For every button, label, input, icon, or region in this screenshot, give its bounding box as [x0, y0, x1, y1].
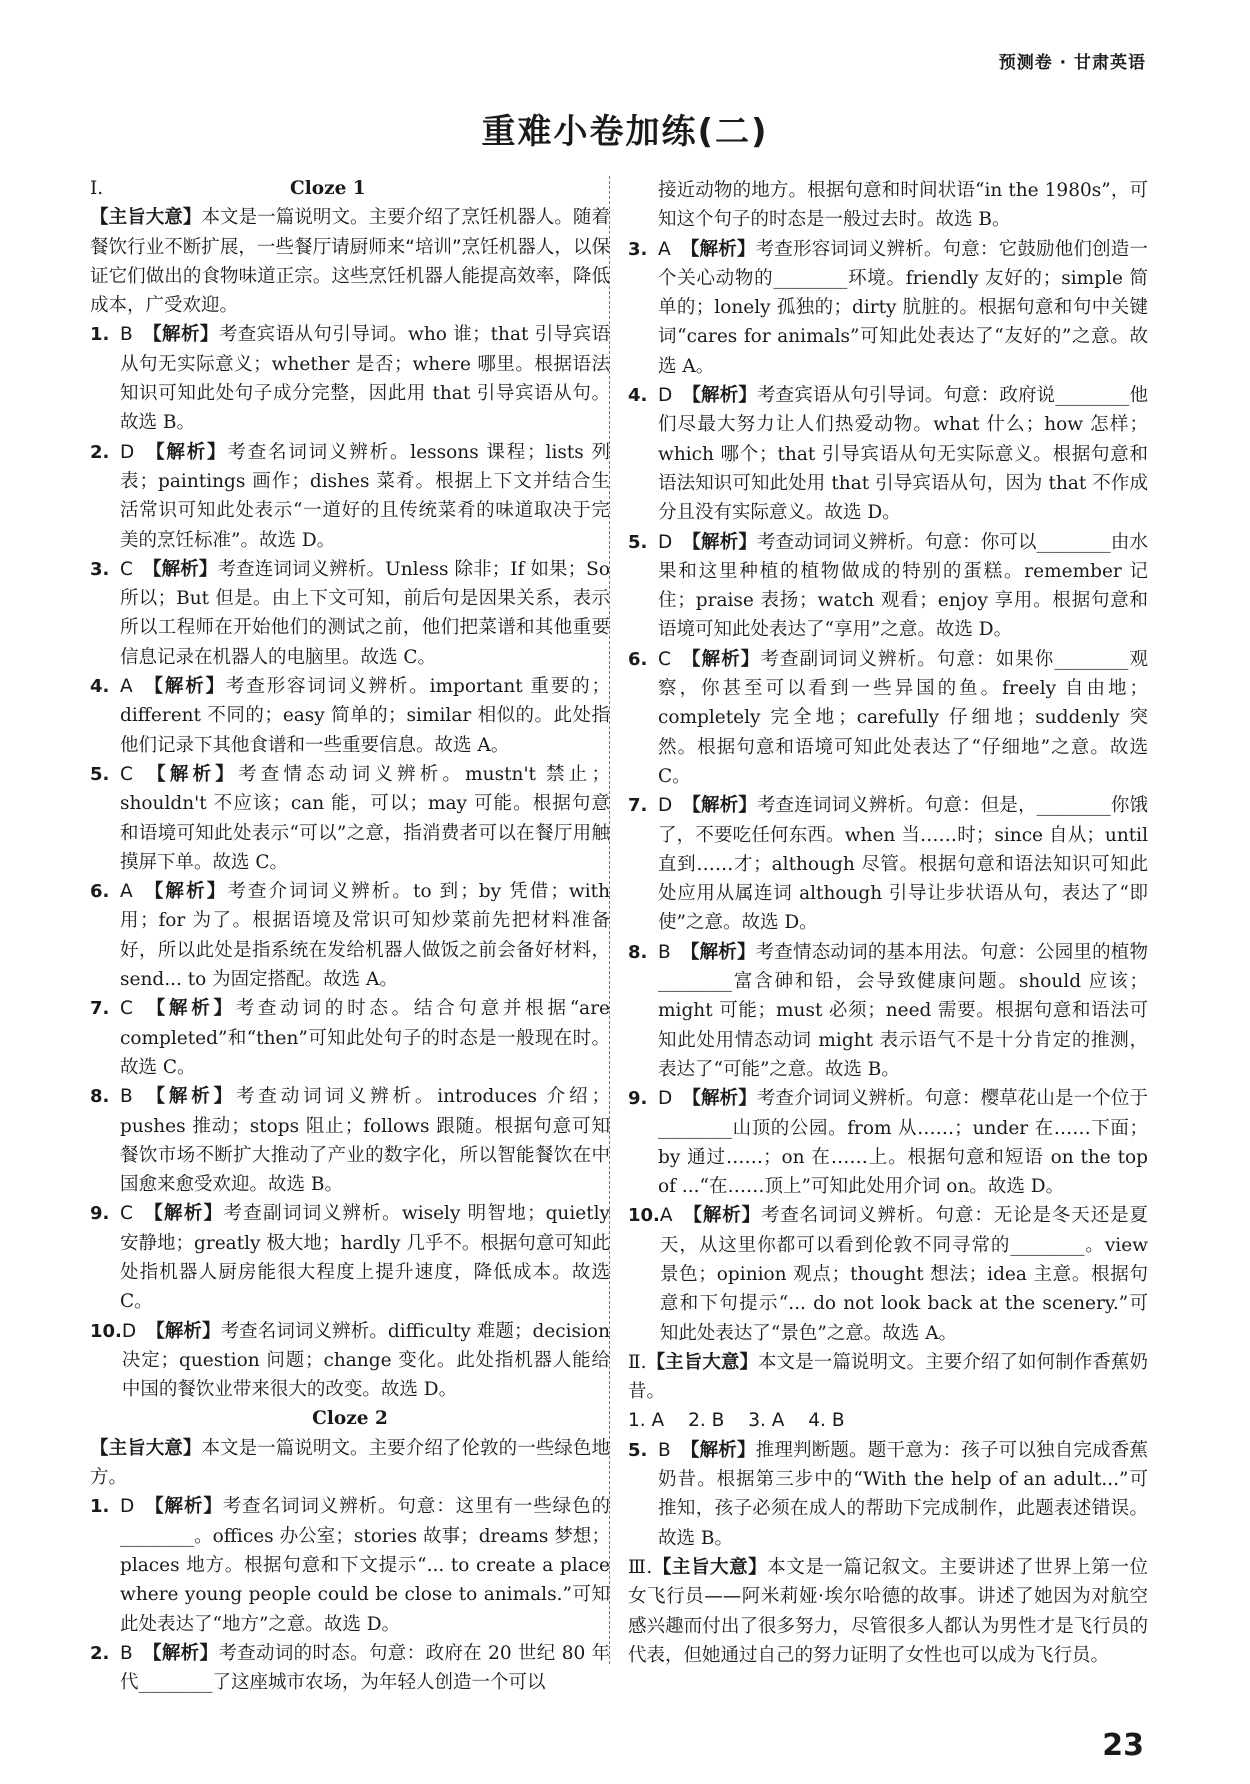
section-1-roman: Ⅰ.: [90, 178, 104, 199]
cloze-1-summary: [90, 203, 610, 320]
summary-tag: 【主旨大意】: [90, 1437, 202, 1459]
analysis-tag: 【解析】: [142, 763, 238, 785]
analysis-tag: 【解析】: [680, 238, 756, 260]
item-number: 8.: [90, 1086, 110, 1108]
item-explanation: 考查连词词义辨析。句意：但是，________你饿了，不要吃任何东西。when 当……时；since 自从；until 直到……才；although 尽管。根据句意和语法知识可知此处应用从属连词 although 引导让步状语从句，表达了“即使”之意。故选 D。: [658, 795, 1148, 934]
answer-item: [628, 1436, 1148, 1553]
answer: 3. A: [748, 1410, 785, 1432]
item-explanation: 考查宾语从句引导词。句意：政府说________他们尽最大努力让人们热爱动物。what 什么；how 怎样；which 哪个；that 引导宾语从句无实际意义。根据句意和语法知识可知此处用 that 引导宾语从句，因为 that 不作成分且没有实际意义。故选 D。: [658, 385, 1148, 524]
analysis-tag: 【解析】: [680, 1439, 756, 1461]
item-answer: D: [658, 795, 673, 817]
item-answer: A: [120, 881, 133, 903]
summary-tag: 【主旨大意】: [652, 1556, 768, 1578]
item-explanation: 考查动词词义辨析。introduces 介绍；pushes 推动；stops 阻止；follows 跟随。根据句意可知餐饮市场不断扩大推动了产业的数字化，所以智能餐饮在中国愈来愈受欢迎。故选 B。: [120, 1086, 610, 1196]
item-explanation: 考查形容词词义辨析。句意：它鼓励他们创造一个关心动物的________环境。friendly 友好的；simple 简单的；lonely 孤独的；dirty 肮脏的。根据句意和句中关键词“cares for animals”可知此处表达了“友好的”之意。故选 A。: [658, 238, 1148, 377]
answer: 4. B: [808, 1410, 845, 1432]
right-column: [628, 176, 1148, 1670]
page-number: 23: [1102, 1728, 1144, 1763]
answer-item: [90, 1317, 610, 1405]
item-answer: B: [658, 941, 671, 963]
item-answer: D: [658, 385, 673, 407]
analysis-tag: 【解析】: [142, 998, 236, 1020]
item-explanation: 考查介词词义辨析。句意：樱草花山是一个位于________山顶的公园。from 从……；under 在……下面；by 通过……；on 在……上。根据句意和短语 on the top of ...“在……顶上”可知此处用介词 on。故选 D。: [658, 1088, 1148, 1198]
item-explanation: 考查情态动词的基本用法。句意：公园里的植物________富含砷和铅，会导致健康问题。should 应该；might 可能；must 必须；need 需要。根据句意和语法可知此处用情态动词 might 表示语气不是十分肯定的推测，表达了“可能”之意。故选 B。: [658, 941, 1148, 1080]
answer: 1. A: [628, 1410, 665, 1432]
item-explanation: 考查动词的时态。结合句意并根据“are completed”和“then”可知此处句子的时态是一般现在时。故选 C。: [120, 998, 610, 1078]
item-number: 8.: [628, 941, 648, 963]
summary-tag: 【主旨大意】: [90, 207, 202, 229]
cloze-2-title: Cloze 2: [312, 1408, 388, 1430]
item-explanation: 考查名词词义辨析。difficulty 难题；decision 决定；question 问题；change 变化。此处指机器人能给中国的餐饮业带来很大的改变。故选 D。: [121, 1320, 610, 1401]
analysis-tag: 【解析】: [142, 881, 228, 903]
item-answer: B: [120, 1642, 133, 1664]
summary-text: 本文是一篇记叙文。主要讲述了世界上第一位女飞行员——阿米莉娅·埃尔哈德的故事。讲述了她因为对航空感兴趣而付出了很多努力，尽管很多人都认为男性才是飞行员的代表，但她通过自己的努力证明了女性也可以成为飞行员。: [628, 1556, 1148, 1666]
answer-item: [628, 528, 1148, 645]
item-number: 6.: [628, 648, 648, 670]
item-explanation: 考查副词词义辨析。句意：如果你________观察，你甚至可以看到一些异国的鱼。freely 自由地；completely 完全地；carefully 仔细地；suddenly 突然。根据句意和语境可知此处表达了“仔细地”之意。故选 C。: [658, 648, 1148, 787]
series-header: 预测卷 · 甘肃英语: [998, 53, 1146, 73]
analysis-tag: 【解析】: [142, 1203, 224, 1225]
analysis-tag: 【解析】: [680, 941, 756, 963]
item-number: 7.: [90, 998, 110, 1020]
item-number: 3.: [628, 238, 648, 260]
analysis-tag: 【解析】: [680, 648, 761, 670]
section-1-heading: [90, 174, 610, 203]
answer-item: [90, 672, 610, 760]
section-2-roman: Ⅱ.: [628, 1351, 647, 1373]
item-number: 5.: [628, 1439, 648, 1461]
item-explanation: 考查连词词义辨析。Unless 除非；If 如果；So 所以；But 但是。由上下文可知，前后句是因果关系，表示所以工程师在开始他们的测试之前，他们把菜谱和其他重要信息记录在机器人的电脑里。故选 C。: [120, 558, 610, 668]
item-explanation: 考查情态动词义辨析。mustn't 禁止；shouldn't 不应该；can 能，可以；may 可能。根据句意和语境可知此处表示“可以”之意，指消费者可以在餐厅用触摸屏下单。故选 C。: [120, 763, 610, 873]
item-explanation: 推理判断题。题干意为：孩子可以独自完成香蕉奶昔。根据第三步中的“With the help of an adult...”可推知，孩子必须在成人的帮助下完成制作，此题表述错误。故选 B。: [658, 1439, 1148, 1549]
item-explanation: 考查名词词义辨析。句意：这里有一些绿色的________。offices 办公室；stories 故事；dreams 梦想；places 地方。根据句意和下文提示“... to create a place where young people could be close to animals.”可知此处表达了“地方”之意。故选 D。: [120, 1496, 610, 1635]
item-number: 7.: [628, 795, 648, 817]
section-3-roman: Ⅲ.: [628, 1556, 653, 1578]
item-number: 1.: [90, 1496, 110, 1518]
summary-tag: 【主旨大意】: [646, 1351, 759, 1373]
answer-item: [90, 555, 610, 672]
item-explanation: 考查副词词义辨析。wisely 明智地；quietly 安静地；greatly 极大地；hardly 几乎不。根据句意可知此处指机器人厨房能很大程度上提升速度，降低成本。故选 C。: [120, 1203, 610, 1313]
item-answer: A: [659, 1205, 673, 1227]
analysis-tag: 【解析】: [142, 1642, 219, 1664]
answer: 2. B: [688, 1410, 725, 1432]
section-3-summary: [628, 1553, 1148, 1670]
column-divider: [609, 176, 610, 1664]
item-explanation: 考查动词的时态。句意：政府在 20 世纪 80 年代________了这座城市农场，为年轻人创造一个可以: [120, 1642, 610, 1694]
item-number: 4.: [90, 676, 110, 698]
analysis-tag: 【解析】: [144, 1496, 223, 1518]
answer-item: [90, 1492, 610, 1638]
item-answer: C: [120, 998, 133, 1020]
answer-item: [90, 877, 610, 994]
item-answer: B: [120, 1086, 133, 1108]
analysis-tag: 【解析】: [142, 558, 218, 580]
item-number: 5.: [90, 763, 110, 785]
item-answer: D: [120, 441, 135, 463]
analysis-tag: 【解析】: [682, 1205, 762, 1227]
item-number: 5.: [628, 531, 648, 553]
item-number: 9.: [90, 1203, 110, 1225]
analysis-tag: 【解析】: [142, 324, 219, 346]
item-explanation: 考查名词词义辨析。lessons 课程；lists 列表；paintings 画作；dishes 菜肴。根据上下文并结合生活常识可知此处表示“一道好的且传统菜肴的味道取决于完美的烹饪标准”。故选 D。: [120, 441, 610, 551]
page-title: 重难小卷加练(二): [481, 112, 769, 152]
item-answer: D: [658, 531, 673, 553]
answer-item: [628, 381, 1148, 527]
answer-item: [628, 791, 1148, 937]
summary-text: 本文是一篇说明文。主要介绍了烹饪机器人。随着餐饮行业不断扩展，一些餐厅请厨师来“培训”烹饪机器人，以保证它们做出的食物味道正宗。这些烹饪机器人能提高效率，降低成本，广受欢迎。: [90, 207, 610, 317]
item-answer: A: [658, 238, 671, 260]
analysis-tag: 【解析】: [142, 1086, 236, 1108]
item-answer: C: [120, 1203, 133, 1225]
cloze-2-answer-list: [90, 1492, 610, 1697]
answer-item: [90, 438, 610, 555]
answer-item: [90, 1082, 610, 1199]
summary-text: 本文是一篇说明文。主要介绍了伦敦的一些绿色地方。: [90, 1437, 610, 1489]
item-answer: D: [121, 1320, 137, 1342]
section-2-answers: [628, 1406, 1148, 1435]
item-number: 1.: [90, 324, 110, 346]
answer-item: [628, 235, 1148, 381]
answer-item: [628, 1084, 1148, 1201]
item-number: 10.: [628, 1205, 660, 1227]
item-number: 2.: [90, 441, 110, 463]
item-explanation: 考查宾语从句引导词。who 谁；that 引导宾语从句无实际意义；whether 是否；where 哪里。根据语法知识可知此处句子成分完整，因此用 that 引导宾语从句。故选 B。: [120, 324, 610, 434]
analysis-tag: 【解析】: [682, 385, 757, 407]
item-answer: C: [120, 763, 133, 785]
answer-item: [90, 760, 610, 877]
item-answer: A: [120, 676, 133, 698]
summary-text: 本文是一篇说明文。主要介绍了如何制作香蕉奶昔。: [628, 1351, 1148, 1403]
item-number: 2.: [90, 1642, 110, 1664]
analysis-tag: 【解析】: [682, 1088, 757, 1110]
item-answer: D: [120, 1496, 135, 1518]
answer-item: [628, 1201, 1148, 1347]
analysis-tag: 【解析】: [682, 531, 757, 553]
answer-item: [90, 1639, 610, 1698]
item-number: 4.: [628, 385, 648, 407]
item-number: 3.: [90, 558, 110, 580]
item-explanation: 考查动词词义辨析。句意：你可以________由水果和这里种植的植物做成的特别的蛋糕。remember 记住；praise 表扬；watch 观看；enjoy 享用。根据句意和语境可知此处表达了“享用”之意。故选 D。: [658, 531, 1148, 641]
continued-text: 接近动物的地方。根据句意和时间状语“in the 1980s”，可知这个句子的时态是一般过去时。故选 B。: [658, 180, 1148, 231]
item-explanation: 考查名词词义辨析。句意：无论是冬天还是夏天，从这里你都可以看到伦敦不同寻常的________。view 景色；opinion 观点；thought 想法；idea 主意。根据句意和下句提示“... do not look back at the scenery.”可知此处表达了“景色”之意。故选 A。: [659, 1205, 1148, 1344]
analysis-tag: 【解析】: [682, 795, 757, 817]
item-answer: B: [120, 324, 133, 346]
cloze-1-answer-list: [90, 320, 610, 1404]
answer-item: [90, 994, 610, 1082]
analysis-tag: 【解析】: [144, 441, 228, 463]
item-number: 9.: [628, 1088, 648, 1110]
item-answer: C: [658, 648, 671, 670]
answer-item: [628, 938, 1148, 1084]
item-explanation: 考查形容词词义辨析。important 重要的；different 不同的；easy 简单的；similar 相似的。此处指他们记录下其他食谱和一些重要信息。故选 A。: [120, 676, 610, 756]
cloze-2-answer-list-cont: [628, 235, 1148, 1348]
left-column: [90, 174, 610, 1697]
section-2-summary: [628, 1348, 1148, 1407]
item-answer: D: [658, 1088, 673, 1110]
item-number: 10.: [90, 1320, 122, 1342]
item-explanation: 考查介词词义辨析。to 到；by 凭借；with 用；for 为了。根据语境及常识可知炒菜前先把材料准备好，所以此处是指系统在发给机器人做饭之前会备好材料，send... to 为固定搭配。故选 A。: [120, 881, 610, 991]
answer-item: [628, 645, 1148, 791]
answer-item: [90, 320, 610, 437]
cloze-2-summary: [90, 1434, 610, 1493]
item-number: 6.: [90, 881, 110, 903]
answer-item: [90, 1199, 610, 1316]
item-answer: B: [658, 1439, 671, 1461]
analysis-tag: 【解析】: [146, 1320, 221, 1342]
item-answer: C: [120, 558, 133, 580]
analysis-tag: 【解析】: [142, 676, 226, 698]
cloze-1-title: Cloze 1: [290, 178, 366, 199]
